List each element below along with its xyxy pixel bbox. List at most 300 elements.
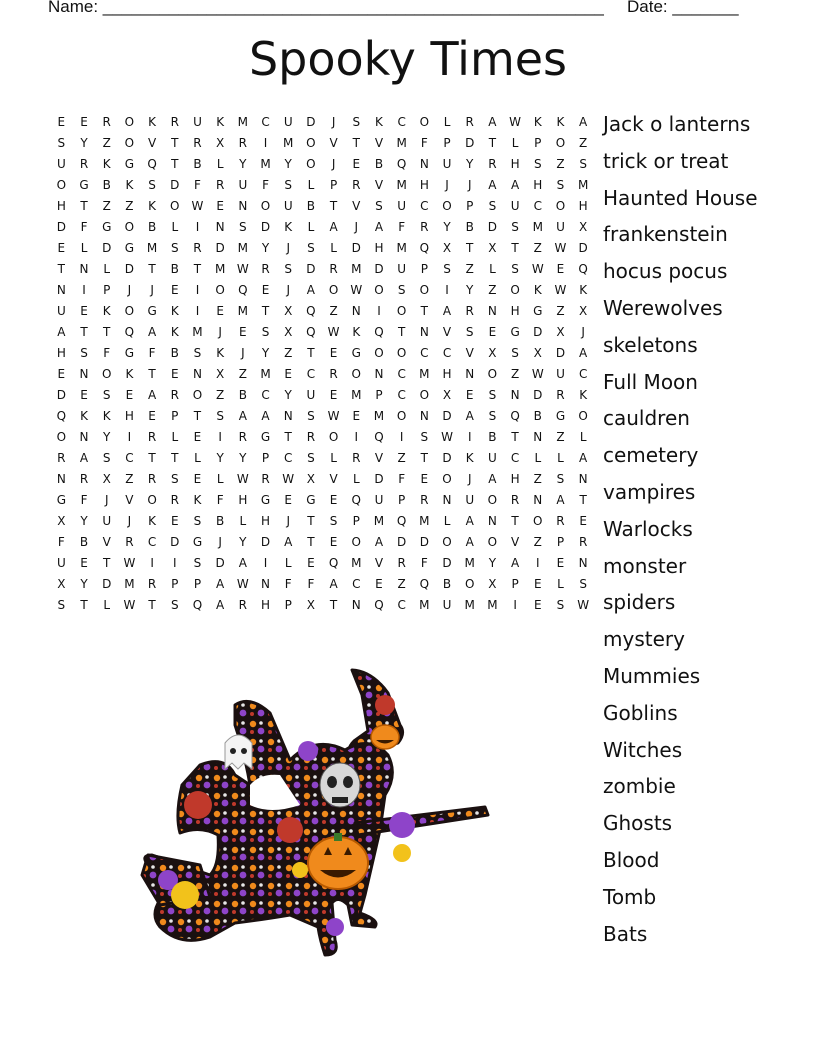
grid-letter: P [443,136,451,150]
grid-letter: R [465,304,474,318]
grid-letter: S [102,388,111,402]
grid-letter: O [396,346,407,360]
grid-row [50,280,595,301]
word-list-item: monster [603,553,687,578]
grid-letter: R [125,535,134,549]
grid-letter: R [488,157,497,171]
word-list-item: frankenstein [603,222,728,247]
grid-letter: N [442,493,452,507]
grid-letter: K [556,115,565,129]
grid-letter: C [510,451,520,465]
grid-letter: M [260,367,271,381]
grid-letter: A [465,535,474,549]
grid-letter: C [397,367,406,381]
grid-letter: Y [80,514,88,528]
grid-letter: S [488,409,497,423]
grid-letter: Q [578,262,588,276]
grid-letter: N [419,325,429,339]
grid-letter: R [329,262,338,276]
grid-letter: J [218,325,222,339]
grid-letter: E [80,304,88,318]
grid-letter: V [374,136,384,150]
grid-letter: S [465,325,474,339]
grid-letter: L [216,157,224,171]
grid-letter: V [374,556,384,570]
grid-letter: F [80,493,88,507]
grid-letter: C [420,346,429,360]
grid-row [50,490,595,511]
word-list-item: Jack o lanterns [603,112,751,136]
grid-letter: Y [488,556,497,570]
page-title: Spooky Times [248,32,568,86]
grid-letter: S [556,178,565,192]
grid-letter: S [80,346,88,360]
grid-letter: X [488,346,497,360]
grid-letter: W [236,472,249,486]
grid-letter: A [556,493,565,507]
grid-letter: O [419,115,430,129]
grid-letter: S [511,262,519,276]
grid-letter: O [442,472,452,486]
grid-letter: V [147,136,157,150]
grid-letter: D [215,241,225,255]
grid-letter: Z [102,199,111,213]
grid-letter: Y [239,451,247,465]
grid-letter: N [487,304,497,318]
grid-letter: K [533,115,542,129]
grid-letter: Y [261,346,270,360]
grid-letter: T [80,199,88,213]
grid-letter: Z [125,472,134,486]
grid-letter: Z [556,430,565,444]
grid-letter: B [238,388,247,402]
grid-letter: R [352,178,361,192]
grid-letter: K [216,115,225,129]
grid-letter: O [555,199,566,213]
grid-letter: E [465,388,474,402]
grid-letter: S [443,262,451,276]
grid-letter: S [579,577,587,591]
grid-letter: P [103,283,111,297]
word-list-item: Bats [603,921,648,946]
grid-letter: H [510,472,520,486]
grid-letter: T [488,136,497,150]
grid-letter: S [307,451,315,465]
grid-letter: L [557,451,564,465]
grid-letter: Z [238,367,247,381]
grid-letter: D [102,241,112,255]
grid-letter: L [239,514,247,528]
grid-letter: J [150,283,154,297]
grid-letter: T [511,430,519,444]
grid-letter: T [579,493,587,507]
grid-letter: E [57,115,66,129]
grid-letter: Y [80,577,88,591]
grid-letter: G [147,304,157,318]
grid-letter: S [216,409,224,423]
grid-letter: U [397,262,407,276]
grid-letter: R [556,388,565,402]
grid-letter: B [488,430,497,444]
grid-letter: T [261,304,270,318]
grid-letter: J [286,241,290,255]
grid-letter: C [442,346,452,360]
grid-letter: P [193,577,202,591]
grid-letter: R [170,493,179,507]
grid-letter: R [238,136,248,150]
grid-letter: X [442,241,452,255]
grid-letter: S [375,199,383,213]
grid-letter: W [123,598,136,612]
grid-letter: T [148,598,156,612]
grid-letter: K [352,325,361,339]
grid-letter: G [79,178,89,192]
grid-letter: E [170,514,179,528]
grid-letter: M [237,241,249,255]
grid-letter: D [578,241,588,255]
grid-letter: Z [556,304,565,318]
grid-letter: U [56,304,66,318]
grid-letter: X [533,346,542,360]
grid-letter: B [442,577,452,591]
grid-letter: H [56,199,66,213]
grid-letter: P [466,199,474,213]
grid-letter: T [420,451,429,465]
grid-letter: O [419,388,430,402]
grid-letter: C [147,535,157,549]
grid-letter: R [556,514,565,528]
grid-letter: M [396,241,407,255]
grid-letter: A [261,409,270,423]
word-list-item: cemetery [603,443,699,468]
grid-letter: D [306,115,316,129]
grid-letter: F [148,346,156,360]
grid-letter: I [195,220,200,234]
grid-letter: S [511,346,519,360]
grid-letter: U [397,199,407,213]
grid-letter: S [170,598,179,612]
grid-letter: R [465,115,474,129]
grid-letter: N [192,367,202,381]
grid-letter: U [193,115,202,129]
grid-row [50,217,595,238]
grid-letter: N [79,367,89,381]
grid-letter: H [510,157,520,171]
grid-letter: S [102,451,111,465]
grid-letter: U [465,493,475,507]
word-list-item: hocus pocus [603,259,728,284]
grid-letter: K [102,157,111,171]
grid-letter: H [261,514,271,528]
grid-letter: E [80,556,88,570]
grid-letter: C [533,199,542,213]
grid-letter: L [103,262,111,276]
grid-letter: Z [533,241,542,255]
grid-letter: O [442,199,452,213]
grid-letter: S [170,241,179,255]
witch-on-broomstick-emoji-collage-icon [140,665,500,960]
grid-letter: G [124,157,135,171]
word-list-item: vampires [603,479,696,504]
grid-letter: O [578,409,588,423]
grid-letter: R [102,115,111,129]
grid-letter: S [193,346,202,360]
grid-letter: P [375,388,383,402]
grid-letter: L [330,451,337,465]
grid-letter: O [351,367,361,381]
grid-letter: P [261,451,270,465]
grid-row [50,196,595,217]
grid-letter: R [170,388,179,402]
grid-letter: E [148,409,156,423]
grid-letter: X [488,577,497,591]
grid-letter: V [374,178,384,192]
grid-letter: O [328,430,339,444]
grid-letter: O [374,346,384,360]
grid-letter: O [351,535,361,549]
grid-letter: Z [533,535,542,549]
grid-row [50,406,595,427]
grid-letter: E [284,367,293,381]
grid-letter: O [419,283,430,297]
grid-letter: Z [556,157,565,171]
grid-letter: D [397,535,407,549]
grid-letter: N [56,472,66,486]
grid-letter: Z [533,472,542,486]
grid-letter: S [556,472,565,486]
grid-letter: N [533,430,543,444]
grid-letter: M [532,220,543,234]
grid-letter: W [282,472,295,486]
grid-letter: A [57,325,66,339]
grid-letter: J [331,115,336,129]
grid-letter: O [396,409,407,423]
grid-letter: T [466,241,474,255]
grid-letter: A [238,409,247,423]
grid-letter: A [579,451,588,465]
grid-letter: V [329,472,338,486]
grid-letter: R [147,472,157,486]
grid-letter: N [79,262,89,276]
grid-letter: E [420,472,429,486]
grid-letter: O [555,136,566,150]
grid-letter: E [239,325,247,339]
grid-letter: E [80,388,88,402]
grid-letter: U [102,514,112,528]
grid-letter: K [193,493,202,507]
grid-letter: I [195,304,200,318]
grid-letter: D [56,388,66,402]
grid-letter: Q [351,493,361,507]
grid-letter: O [487,493,498,507]
grid-letter: T [511,241,519,255]
grid-letter: C [261,115,270,129]
grid-letter: A [284,535,293,549]
grid-letter: T [329,199,338,213]
grid-letter: O [328,283,339,297]
grid-letter: P [171,409,179,423]
grid-letter: B [79,535,89,549]
grid-letter: K [148,115,157,129]
grid-letter: M [373,409,385,423]
grid-letter: X [102,472,111,486]
grid-letter: O [374,283,384,297]
word-list-item: Ghosts [603,811,673,836]
grid-letter: T [171,157,179,171]
grid-letter: O [124,304,135,318]
grid-letter: D [260,535,271,549]
grid-letter: O [147,493,157,507]
grid-letter: D [555,346,566,360]
grid-letter: I [467,430,472,444]
grid-letter: F [216,493,224,507]
grid-letter: B [170,346,179,360]
grid-row [50,343,595,364]
grid-letter: X [216,367,225,381]
grid-letter: T [103,325,111,339]
grid-letter: T [307,346,315,360]
grid-letter: A [79,451,89,465]
grid-letter: W [531,367,544,381]
grid-letter: S [148,178,156,192]
grid-letter: X [57,577,66,591]
grid-letter: L [216,472,224,486]
grid-letter: Y [466,283,474,297]
grid-letter: E [329,493,338,507]
grid-letter: W [554,241,567,255]
grid-letter: M [351,388,362,402]
grid-letter: F [262,178,269,192]
grid-letter: L [330,241,337,255]
grid-letter: A [488,115,497,129]
grid-letter: M [237,115,249,129]
grid-letter: M [396,178,407,192]
grid-letter: X [284,304,293,318]
grid-letter: T [148,262,156,276]
grid-letter: Q [396,514,407,528]
grid-letter: S [488,388,497,402]
grid-letter: Q [192,598,203,612]
grid-letter: A [488,178,497,192]
grid-letter: N [79,430,89,444]
grid-letter: L [307,178,315,192]
grid-letter: U [283,115,293,129]
grid-letter: V [352,199,361,213]
grid-letter: C [397,598,406,612]
grid-letter: P [171,577,179,591]
grid-row [50,322,595,343]
grid-letter: U [442,157,452,171]
grid-letter: S [57,136,66,150]
grid-letter: L [284,556,292,570]
grid-letter: A [579,115,588,129]
grid-letter: H [533,178,543,192]
grid-letter: V [102,535,111,549]
word-list-item: Tomb [603,884,657,909]
grid-letter: R [79,157,89,171]
grid-letter: Z [579,136,588,150]
grid-letter: E [352,409,361,423]
grid-letter: A [329,220,338,234]
grid-letter: Q [419,241,430,255]
word-list-item: Blood [603,847,660,872]
grid-letter: T [148,367,156,381]
grid-letter: C [352,577,361,591]
grid-letter: D [419,535,429,549]
grid-letter: N [419,157,429,171]
grid-letter: M [464,598,475,612]
grid-letter: A [442,304,452,318]
grid-letter: I [536,556,540,570]
grid-letter: D [56,220,66,234]
grid-letter: B [306,199,316,213]
grid-letter: J [241,346,245,360]
grid-row [50,364,595,385]
grid-letter: Q [306,304,316,318]
grid-letter: N [374,367,384,381]
grid-letter: M [283,136,294,150]
grid-letter: N [533,493,543,507]
grid-row [50,448,595,469]
grid-letter: K [284,220,293,234]
grid-letter: O [487,367,498,381]
grid-letter: J [127,283,132,297]
grid-letter: L [443,514,451,528]
grid-letter: S [420,430,429,444]
grid-letter: O [306,157,316,171]
grid-letter: Y [239,535,247,549]
grid-letter: L [489,262,496,276]
grid-letter: D [487,220,498,234]
grid-letter: I [377,304,381,318]
grid-letter: R [352,451,361,465]
grid-letter: R [261,262,270,276]
grid-letter: C [397,388,406,402]
grid-row [50,133,595,154]
grid-letter: D [442,409,452,423]
grid-letter: Z [125,199,134,213]
grid-letter: K [102,409,111,423]
grid-letter: G [56,493,66,507]
grid-letter: K [148,199,157,213]
word-list-item: Witches [603,737,683,762]
grid-letter: Q [419,577,430,591]
grid-letter: R [420,493,429,507]
grid-letter: R [329,367,338,381]
grid-letter: Q [124,325,135,339]
grid-letter: T [420,304,429,318]
grid-letter: S [284,178,293,192]
grid-letter: L [557,577,564,591]
grid-letter: Y [466,157,474,171]
grid-letter: L [307,220,315,234]
grid-letter: S [329,514,338,528]
grid-letter: U [510,199,520,213]
grid-letter: L [103,598,111,612]
grid-letter: Z [397,577,406,591]
grid-letter: U [442,598,452,612]
grid-letter: B [102,178,111,192]
grid-letter: N [261,577,271,591]
grid-row [50,175,595,196]
name-field-line: Name: _____________________________________________________ [48,0,604,16]
grid-letter: X [556,325,565,339]
grid-letter: F [307,577,315,591]
grid-letter: K [170,325,179,339]
grid-letter: D [374,472,384,486]
grid-letter: H [238,493,248,507]
grid-letter: I [513,598,517,612]
